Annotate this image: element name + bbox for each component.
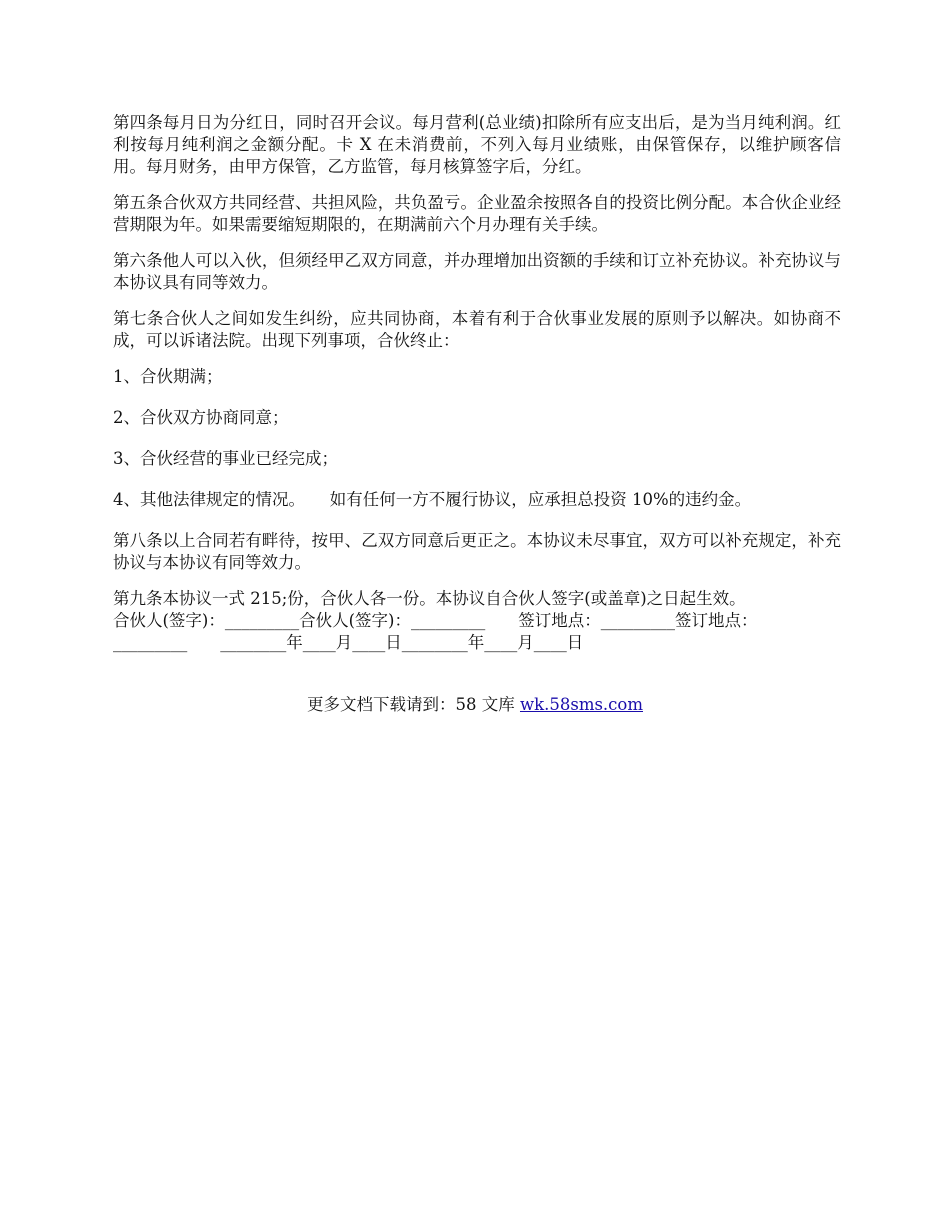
termination-item-4: 4、其他法律规定的情况。 如有任何一方不履行协议，应承担总投资 10%的违约金。: [113, 490, 752, 509]
article-6: 第六条他人可以入伙，但须经甲乙双方同意，并办理增加出资额的手续和订立补充协议。补充协议与本协议具有同等效力。: [113, 251, 841, 292]
footer-prefix: 更多文档下载请到：58 文库: [306, 695, 520, 714]
signature-line-2: _________ ________年____月____日________年____月____日: [113, 633, 584, 652]
termination-item-2: 2、合伙双方协商同意；: [113, 408, 289, 427]
document-body: [113, 112, 841, 654]
article-7: 第七条合伙人之间如发生纠纷，应共同协商，本着有利于合伙事业发展的原则予以解决。如协商不成，可以诉诸法院。出现下列事项，合伙终止：: [113, 309, 841, 350]
article-4: 第四条每月日为分红日，同时召开会议。每月营利(总业绩)扣除所有应支出后，是为当月纯利润。红利按每月纯利润之金额分配。卡 X 在未消费前，不列入每月业绩账，由保管保存，以维护顾客信用。每月财务，由甲方保管，乙方监管，每月核算签字后，分红。: [113, 113, 841, 176]
termination-item-1: 1、合伙期满；: [113, 367, 223, 386]
footer-link[interactable]: wk.58sms.com: [519, 695, 643, 714]
termination-item-3: 3、合伙经营的事业已经完成；: [113, 449, 338, 468]
article-8: 第八条以上合同若有畔待，按甲、乙双方同意后更正之。本协议未尽事宜，双方可以补充规定，补充协议与本协议有同等效力。: [113, 531, 841, 572]
article-9: 第九条本协议一式 215;份，合伙人各一份。本协议自合伙人签字(或盖章)之日起生效。: [113, 589, 746, 608]
article-5: 第五条合伙双方共同经营、共担风险，共负盈亏。企业盈余按照各自的投资比例分配。本合伙企业经营期限为年。如果需要缩短期限的，在期满前六个月办理有关手续。: [113, 193, 841, 234]
signature-line-1: 合伙人(签字)：_________合伙人(签字)：_________ 签订地点：_________签订地点：: [113, 611, 758, 630]
download-footer: [0, 694, 950, 716]
